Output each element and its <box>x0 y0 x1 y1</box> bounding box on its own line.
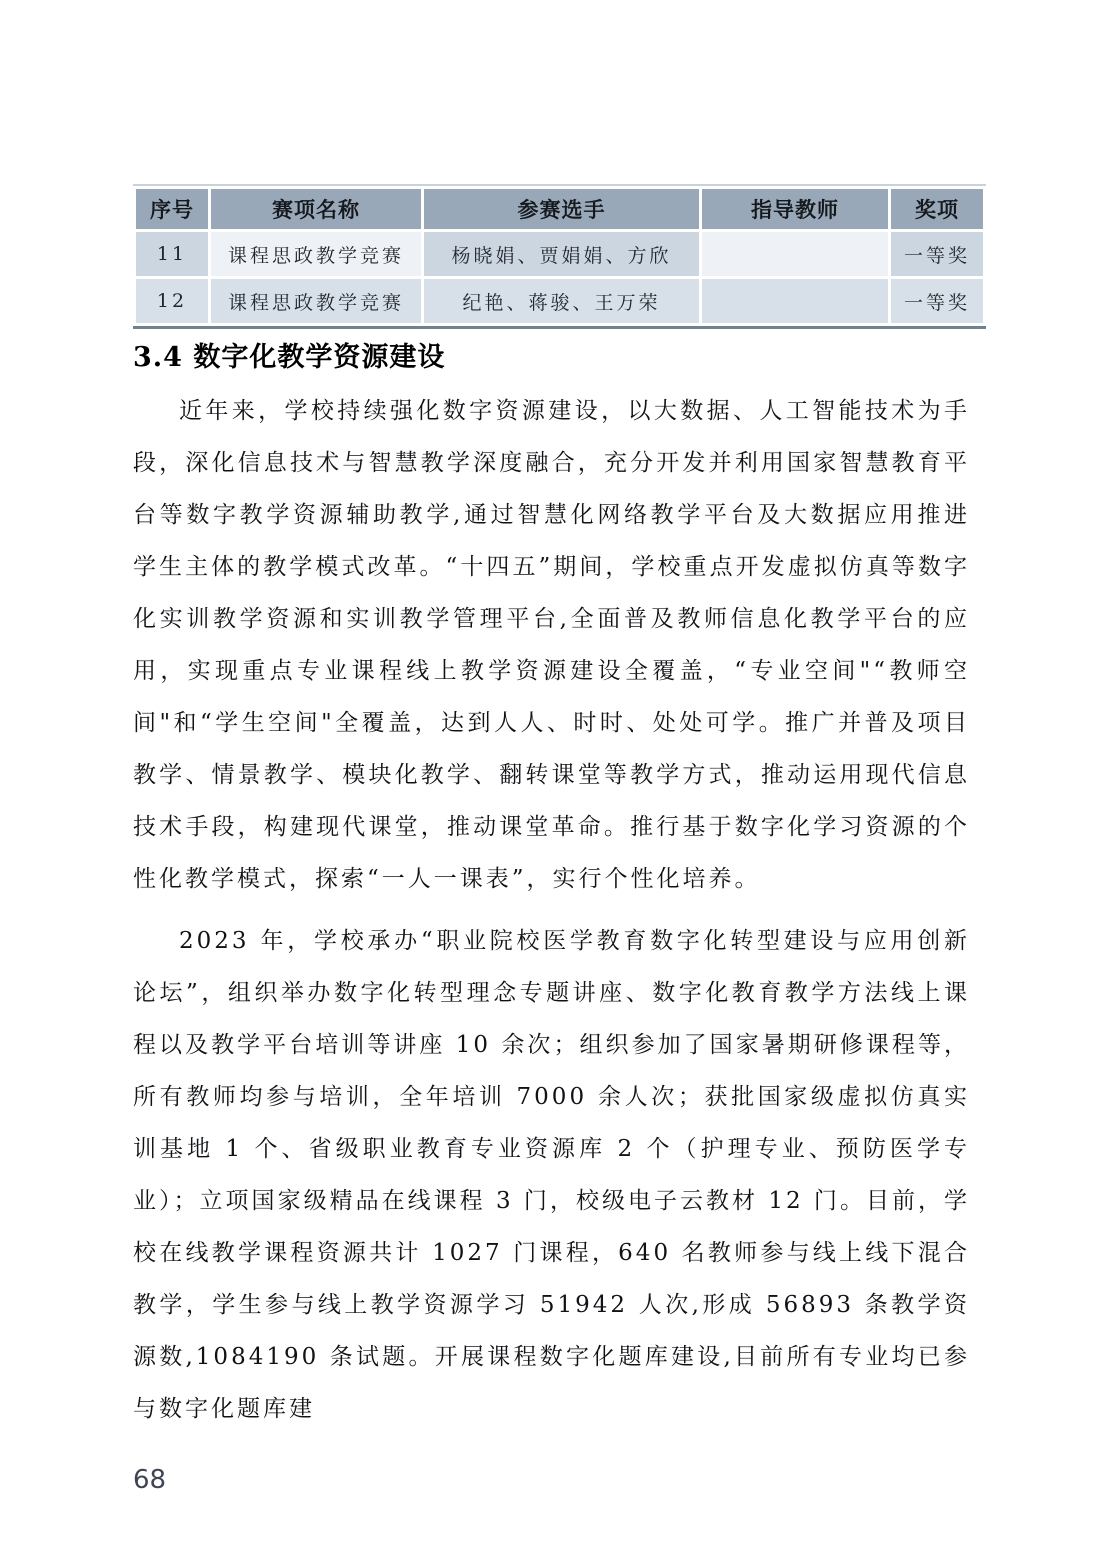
cell-no: 11 <box>136 232 208 276</box>
header-cell-advisor: 指导教师 <box>702 189 888 229</box>
cell-participants: 纪艳、蒋骏、王万荣 <box>424 279 699 323</box>
table-header-row <box>136 189 983 229</box>
header-cell-no: 序号 <box>136 189 208 229</box>
cell-event: 课程思政教学竞赛 <box>211 279 421 323</box>
paragraph-2: 2023 年，学校承办“职业院校医学教育数字化转型建设与应用创新论坛”，组织举办数字化转型理念专题讲座、数字化教育教学方法线上课程以及教学平台培训等讲座 10 余次；组织参加了国家暑期研修课程等，所有教师均参与培训，全年培训 7000 余人次；获批国家级虚拟仿真实训基地 1 个、省级职业教育专业资源库 2 个（护理专业、预防医学专业）；立项国家级精品在线课程 3 门，校级电子云教材 12 门。目前，学校在线教学课程资源共计 1027 门课程，640 名教师参与线上线下混合教学，学生参与线上教学资源学习 51942 人次,形成 56893 条教学资源数,1084190 条试题。开展课程数字化题库建设,目前所有专业均已参与数字化题库建 <box>133 928 970 1422</box>
cell-participants: 杨晓娟、贾娟娟、方欣 <box>424 232 699 276</box>
table-row <box>136 232 983 276</box>
header-cell-award: 奖项 <box>891 189 983 229</box>
section-heading: 3.4 数字化教学资源建设 <box>133 342 446 373</box>
cell-award: 一等奖 <box>891 232 983 276</box>
awards-table <box>133 184 986 329</box>
page-number: 68 <box>133 1465 167 1495</box>
cell-advisor <box>702 232 888 276</box>
cell-no: 12 <box>136 279 208 323</box>
header-cell-participants: 参赛选手 <box>424 189 699 229</box>
cell-advisor <box>702 279 888 323</box>
table-row <box>136 279 983 323</box>
cell-award: 一等奖 <box>891 279 983 323</box>
cell-event: 课程思政教学竞赛 <box>211 232 421 276</box>
paragraph-1: 近年来，学校持续强化数字资源建设，以大数据、人工智能技术为手段，深化信息技术与智慧教学深度融合，充分开发并利用国家智慧教育平台等数字教学资源辅助教学,通过智慧化网络教学平台及大数据应用推进学生主体的教学模式改革。“十四五”期间，学校重点开发虚拟仿真等数字化实训教学资源和实训教学管理平台,全面普及教师信息化教学平台的应用，实现重点专业课程线上教学资源建设全覆盖，“专业空间"“教师空间"和“学生空间"全覆盖，达到人人、时时、处处可学。推广并普及项目教学、情景教学、模块化教学、翻转课堂等教学方式，推动运用现代信息技术手段，构建现代课堂，推动课堂革命。推行基于数字化学习资源的个性化教学模式，探索“一人一课表”，实行个性化培养。 <box>133 398 970 892</box>
header-cell-event: 赛项名称 <box>211 189 421 229</box>
